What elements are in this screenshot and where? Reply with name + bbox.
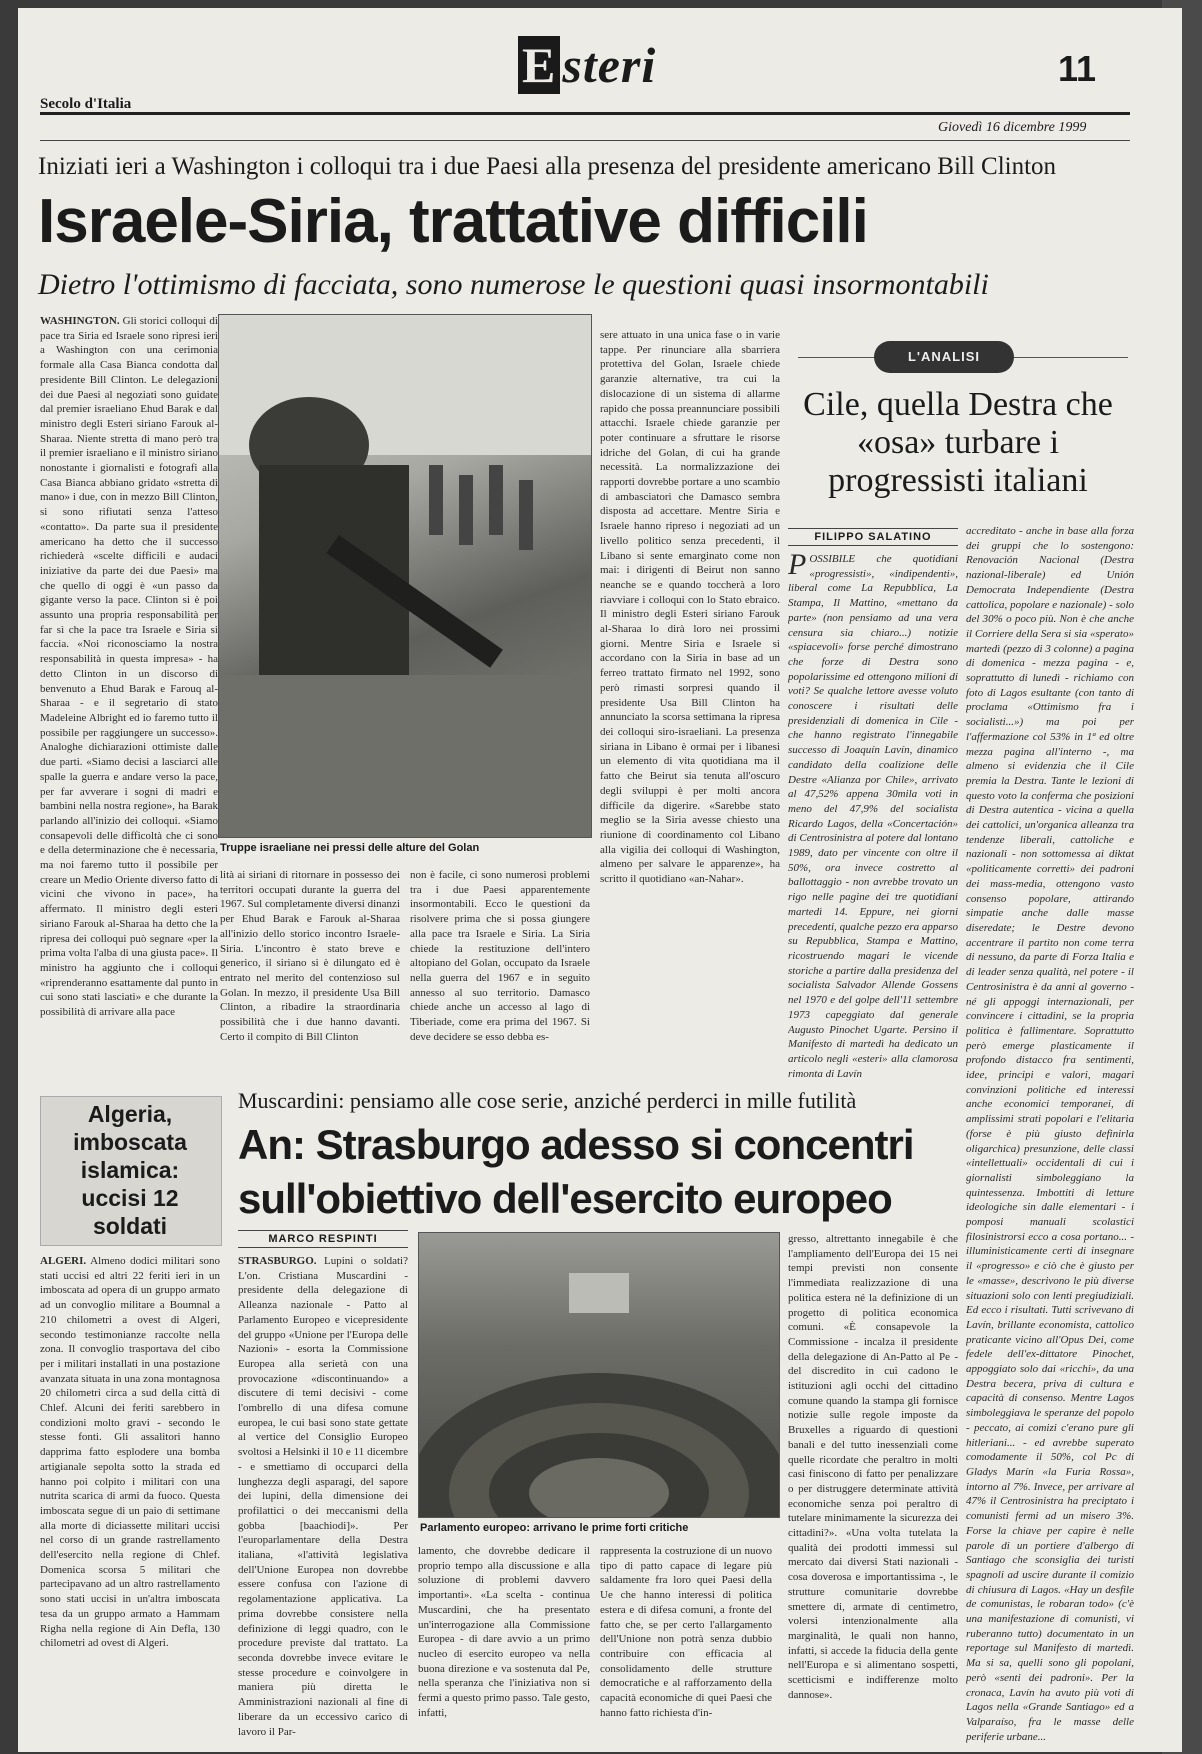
analysis-column-2: accreditato - anche in base alla forza dei gruppi che lo sostengono: Renovación Nacional (Destra nazional-liberale) ed Unión Democrata Independiente (Destra cattolica, popolare e nazionale) - solo del 30% o poco più. Non è che anche il Corriere della Sera si sia «sperato» martedì (pezzo di 3 colonne) a pagina di domenica - mezza pagina - e, soprattutto di lunedì - richiamo con foto di Lagos esultante (con tanto di proclama «Ottimismo fra i socialisti...») ma poi per l'affermazione col 53% in 1ª ed oltre mezza pagina all'interno -, ma almeno si evidenzia che il Cile premia la Destra. Tante le lezioni di questo voto la conferma che posizioni di Destra autentica - vicina a quella dei cattolici, un'organica alleanza tra tendenze liberali, cattoliche e nazionali - non sottomessa ai diktat «politicamente corretti» dei padroni dei mass-media, ottengono vasto consenso popolare, attirando simpatie anche dalle masse diseredate; le Destre devono accentrare il partito non come terra di nessuno, da parte di Forza Italia e di leader senza qualità, nel potere - il Centrosinistra è da anni al governo - né gli appoggi internazionali, per convincere i cittadini, se la propria politica è fallimentare. Soprattutto però emerge plasticamente il profondo distacco fra sentimenti, idee, principi e valori, magari convinzioni politiche ed interessi anche economici temporanei, di amplissimi strati popolari e l'elitaria (forse è più giusto definirla oligarchica) presunzione, delle classi «intellettuali» occidentali di cui i giornalisti simboleggiano la quintessenza. Imbottiti di letture ideologiche sin dalle elementari - i pomposi manuali scolastici filosinistrorsi ecco a cosa portano... - illuministicamente certi di insegnare il «progresso» e ciò che è giusto per le «masse», descrivono le più diverse situazioni solo con lenti pregiudiziali. Ed ecco i risultati. Tutti scrivevano di Lavín, brillante economista, cattolico praticante vicino all'Opus Dei, come fedele dell'ex-dittatore Pinochet, appoggiato solo dai «ricchi», da una Destra becera, priva di cultura e capacità di consenso. Mentre Lagos simboleggiava le speranze del popolo - peccato, ai comizi c'erano pure gli hitleriani... - ed avrebbe superato comodamente il 50%, col Pc di Gladys Marín «la Furia Rossa», intorno al 7%. Invece, per arrivare al 47% il Centrosinistra ha preciptato i comunisti fermi ad un misero 3%. Forse la chiave per capire è nelle parole di un portiere d'albergo di Santiago che sconsiglia dei turisti spagnoli ad uscire durante il comizio di chiusura di Lagos. «Hay un desfile de comunistas, le robaran todo» (c'è una manifestazione di comunisti, vi ruberanno tutto) documentato in un reportage sul Manifesto di martedì. Ma si sa, quelli sono gli popolani, però «senti dei padroni». Per la cronaca, Lavín ha avuto più voti di Lagos nella «Grande Santiago» ed a Valparaíso, fra le masse delle periferie urbane... — [966, 525, 1134, 1743]
section-title — [518, 36, 656, 94]
strasburgo-column-2: lamento, che dovrebbe dedicare il proprio tempo alla discussione e alla soluzione di problemi davvero importanti». «La scelta - continua Muscardini, che ha presentato un'interrogazione alla Commissione Europea - di dare avvio a un primo nucleo di esercito europeo va nella buona direzione e va sostenuta dal Pe, nella speranza che l'iniziativa non si fermi a questo primo passo. Tale gesto, infatti, — [418, 1545, 590, 1719]
strasburgo-column-3: rappresenta la costruzione di un nuovo tipo di patto capace di legare più saldamente fra loro quei Paesi della Ue che hanno interessi di politica estera e di difesa comuni, a fronte del fatto che, se per certo l'allargamento dell'Unione non potrà senza dubbio contribuire con efficacia al consolidamento delle strutture democratiche e al rafforzamento della capacità economiche di quei Paesi che hanno fatto richiesta d'in- — [600, 1545, 772, 1719]
drop-cap: P — [788, 552, 807, 581]
newspaper-name: Secolo d'Italia — [40, 96, 132, 112]
main-kicker: Iniziati ieri a Washington i colloqui tra i due Paesi alla presenza del presidente americano Bill Clinton — [38, 153, 1057, 180]
strasburgo-byline: MARCO RESPINTI — [238, 1230, 408, 1248]
european-parliament-photo — [418, 1232, 780, 1518]
dateline: STRASBURGO. — [238, 1255, 317, 1267]
soldier-silhouette — [219, 315, 591, 837]
strasburgo-kicker: Muscardini: pensiamo alle cose serie, anziché perderci in mille futilità — [238, 1088, 857, 1113]
strasburgo-column-4: gresso, altrettanto innegabile è che l'ampliamento dell'Europa dei 15 nei tempi previsti non consente l'immediata realizzazione di una politica estera né la definizione di un progetto di politica economica comuni. «È consapevole la Commissione - incalza il presidente della delegazione di An-Patto al Pe - del discredito in cui cadono le istituzioni agli occhi del cittadino comune quando la stampa gli fornisce notizie sulle regole imposte da Bruxelles a riguardo di questioni banali e del tutto inessenziali come quelle ricordate che peraltro in molti casi finiscono di fatto per penalizzare o per distruggere determinate attività economiche senza poi peraltro di tutelare minimamente la sicurezza dei cittadini?». «Una volta tutelata la qualità dei prodotti immessi sul mercato dai diversi Stati nazionali - cosa doverosa e importantissima -, le strutture comunitarie dovrebbe smettere di, armate di centimetro, volersi intenzionalmente alla marginalità, le quali non hanno, infatti, si accede la fiducia della gente nell'Europa e si alimentano sospetti, scetticismi e indifferenze molto dannose». — [788, 1233, 958, 1701]
section-title-initial: E — [518, 36, 560, 94]
main-article-column-1 — [40, 314, 218, 1084]
main-photo-caption: Truppe israeliane nei pressi delle alture del Golan — [220, 842, 480, 854]
body-text: Gli storici colloqui di pace tra Siria ed Israele sono ripresi ieri a Washington con una cerimonia formale alla Casa Bianca condotta dal presidente Bill Clinton. Le delegazioni dei due Paesi al negoziati sono guidate dal premier israeliano Ehud Barak e dal ministro degli Esteri siriano Farouk al-Sharaa. Niente stretta di mano però tra il premier israeliano e il ministro siriano nonostante i giornalisti e fotografi alla Casa Bianca abbiano gridato «stretta di mano» i due, con in mezzo Bill Clinton, si sono rifiutati senza l'atteso «contatto». Da parte sua il presidente americano ha detto che il successo richiederà «scelte difficili e audaci iniziative da parte dei due Paesi» ma che quello di oggi è «un passo da gigante verso la pace. Clinton si è poi assunto una propria responsabilità per far sì che la pace tra Israele e Siria si faccia. «Noi riconosciamo la nostra responsabilità in questa impresa» - ha detto Clinton in un discorso di benvenuto a Ehud Barak e Farouq al-Sharaa - e il segretario di stato Madeleine Albright ed io faremo tutto il possibile per raggiungere un successo». Analoghe dichiarazioni ottimiste dalle due parti. «Siamo decisi a lasciarci alle spalle la guerra e andare verso la pace, per far avverare i sogni di madri e bambini nella nostra regione», ha Barak parlando all'inizio dei colloqui. «Siamo consapevoli delle difficoltà che ci sono e della determinazione che è necessaria, ma noi faremo tutto il possibile per creare un Medio Oriente diverso fatto di vicini che vivono in pace», ha affermato. Il ministro degli esteri siriano Farouk al-Sharaa ha detto che la ripresa dei colloqui può segnare «per la prima volta l'alba di una giusta pace». Il ministro ha aggiunto che i colloqui «riprenderanno esattamente dal punto in cui sono stati lasciati» e che durante la possibilità di arrivare alla pace — [40, 315, 218, 1019]
section-title-rest: steri — [562, 37, 657, 93]
newspaper-page — [18, 8, 1182, 1752]
page-number: 11 — [1058, 48, 1097, 89]
parliament-hall-illustration — [419, 1233, 779, 1517]
strasburgo-headline: An: Strasburgo adesso si concentri sull'obiettivo dell'esercito europeo — [238, 1121, 914, 1222]
main-article-column-3: non è facile, ci sono numerosi problemi tra i due Paesi apparentemente insormontabili. Ecco le questioni da risolvere prima che si possa giungere alla pace tra Israele e Siria. La Siria chiede la restituzione dell'intero altopiano del Golan, occupato da Israele nella guerra del 1967 e in seguito annesso al suo territorio. Damasco chiede anche un accesso al lago di Tiberiade, come era prima del 1967. Si deve decidere se esso debba es- — [410, 869, 590, 1043]
dateline: WASHINGTON. — [40, 315, 120, 327]
main-article-column-2: lità ai siriani di ritornare in possesso dei territori occupati durante la guerra del 1967. Sul completamente diversi dinanzi per Ehud Barak e Farouk al-Sharaa all'inizio dello storico incontro Israele-Siria. L'incontro è stato breve e generico, il siriano si è dilungato ed è entrato nel merito del contenzioso sul Golan. In mezzo, il presidente Usa Bill Clinton, a ribadire la straordinaria possibilità che i due hanno davanti. Certo il compito di Bill Clinton — [220, 869, 400, 1043]
analysis-byline: FILIPPO SALATINO — [788, 528, 958, 546]
analysis-column-1 — [788, 552, 958, 1086]
analysis-title: Cile, quella Destra che «osa» turbare i progressisti italiani — [803, 386, 1113, 499]
main-headline: Israele-Siria, trattative difficili — [38, 187, 868, 256]
analysis-badge: L'ANALISI — [874, 341, 1014, 373]
algeria-headline: Algeria, imboscata islamica: uccisi 12 soldati — [73, 1101, 187, 1239]
strasburgo-column-1 — [238, 1254, 408, 1742]
algeria-column — [40, 1254, 220, 1738]
main-article-column-4: sere attuato in una unica fase o in varie tappe. Per rinunciare alla sbarriera protettiva del Golan, Israele chiede garanzie alternative, tra cui la dislocazione di un sistema di allarme rapido che possa preannunciare possibili attacchi. Israele chiede garanzie per poter continuare a sfruttare le risorse idriche del Golan, di cui ha grande necessità. La normalizzazione dei rapporti dovrebbe portare a uno scambio di ambasciatori che Damasco sembra disposta ad accettare. Mentre Siria e Israele hanno ripreso i negoziati ad un livello politico senza precedenti, il Libano si sente emarginato come non mai: i dirigenti di Beirut non sanno neanche se e quando toccherà a loro riavviare i colloqui con lo Stato ebraico. Il ministro degli Esteri siriano Farouk al-Sharaa lo dirà loro nei prossimi giorni. Mentre Siria e Israele si accordano con la Siria in base ad un ferreo trattato firmato nel 1992, sono però rimasti sorpresi quando il presidente Usa Bill Clinton ha annunciato la scorsa settimana la ripresa dei colloqui siro-israeliani. La presenza siriana in Libano è ormai per i libanesi un elemento di vita quotidiana ma il fatto che Beirut sia tenuta all'oscuro degli sviluppi è per molti ancora difficile da digerire. «Sarebbe stato meglio se la Siria avesse chiesto una riunione di coordinamento col Libano alla vigilia dei colloqui di Washington, almeno per salvare le apparenze», ha scritto il quotidiano «an-Nahar». — [600, 329, 780, 886]
body-text: OSSIBILE che quotidiani «progressisti», «indipendenti», liberal come La Repubblica, La Stampa, Il Mattino, «mettano da parte» (non pensiamo ad una vera censura sia chiaro...) notizie «spiacevoli» forse perché dimostrano che forze di Destra sono popolarissime ed ottengono milioni di voti? Se qualche lettore avesse voluto conoscere i risultati delle presidenziali di domenica in Cile - che hanno registrato l'innegabile successo di Joaquín Lavín, dinamico candidato della coalizione delle Destre «Alianza por Chile», arrivato al 47,52% appena 30mila voti in meno del 47,9% del socialista Ricardo Lagos, della «Concertación» di Centrosinistra al potere dal lontano 1989, dato per vincente con oltre il 50%, ora invece costretto al ballottaggio - non avrebbe trovato un rigo nelle pagine dei tre quotidiani martedì 14. Eppure, nei giorni precedenti, qualche pezzo era apparso su Repubblica, Stampa e Mattino, ricostruendo magari le vicende storiche a partire dalla presidenza del socialista Salvador Allende Gossens nel 1970 e del golpe dell'11 settembre 1973 capeggiato dal generale Augusto Pinochet Ugarte. Persino il Manifesto di martedì ha dedicato un articolo negli «esteri» alla clamorosa rimonta di Lavín — [788, 553, 958, 1080]
golan-troops-photo — [218, 314, 592, 838]
body-text: Almeno dodici militari sono stati uccisi ed altri 22 feriti ieri in un imboscata ad opera di un gruppo armato ad un convoglio militare a Boumnal a 210 chilometri a ovest di Algeri, secondo testimonianze raccolte nella zona. Il convoglio trasportava del cibo per i militari installati in una postazione avanzata situata in una zona montagnosa 20 chilometri circa a sud della città di Chlef. Alcuni dei feriti sarebbero in condizioni molto gravi - secondo le stesse fonti. Gli assalitori hanno dapprima fatto esplodere una bomba artigianale sepolta sotto la strada ed hanno poi colpito i militari con una nutrita scarica di armi da fuoco. Questa imboscata segue di un paio di settimane alla morte di diciassette militari uccisi nel corso di un grande rastrellamento dell'esercito nella regione di Chlef. Domenica scorsa 5 militari che partecipavano ad un altro rastrellamento sono stati uccisi in un'altra imboscata tesa da un gruppo armato a Hammam Righa nella regione di Ain Defla, 130 chilometri ad ovest di Algeri. — [40, 1255, 220, 1650]
body-text: Lupini o soldati? L'on. Cristiana Muscardini - presidente della delegazione di Alleanza nazionale - Patto al Parlamento Europeo e vicepresidente del gruppo «Unione per l'Europa delle Nazioni» - esorta la Commissione Europea alla serietà con una provocazione «discontinuando» a discutere di temi decisivi - come l'ombrello di una difesa comune europea, le cui basi sono state gettate al vertice del Consiglio Europeo svoltosi a Helsinki il 10 e 11 dicembre - e smettiamo di occuparci della lunghezza degli asparagi, del sapore dei lupini, della dimensione dei profilattici o dei meccanismi della gobba [baachiodi]». Per l'europarlamentare della Destra italiana, «l'attività legislativa dell'Unione Europea non dovrebbe essere confusa con l'azione di regolamentazione applicativa. La prima dovrebbe consistere nella definizione di leggi quadro, con le procedure previste dal trattato. La seconda dovrebbe invece evitare le stesse procedure e coinvolgere in maniera più diretta le Amministrazioni nazionali al fine di liberare da un eccessivo carico di lavoro il Par- — [238, 1255, 408, 1738]
masthead-thin-rule — [40, 140, 1130, 141]
issue-date: Giovedì 16 dicembre 1999 — [938, 120, 1087, 135]
dateline: ALGERI. — [40, 1255, 87, 1267]
masthead-rule — [40, 112, 1130, 115]
main-subheadline: Dietro l'ottimismo di facciata, sono numerose le questioni quasi insormontabili — [38, 268, 989, 301]
strasburgo-photo-caption: Parlamento europeo: arrivano le prime forti critiche — [420, 1522, 689, 1534]
